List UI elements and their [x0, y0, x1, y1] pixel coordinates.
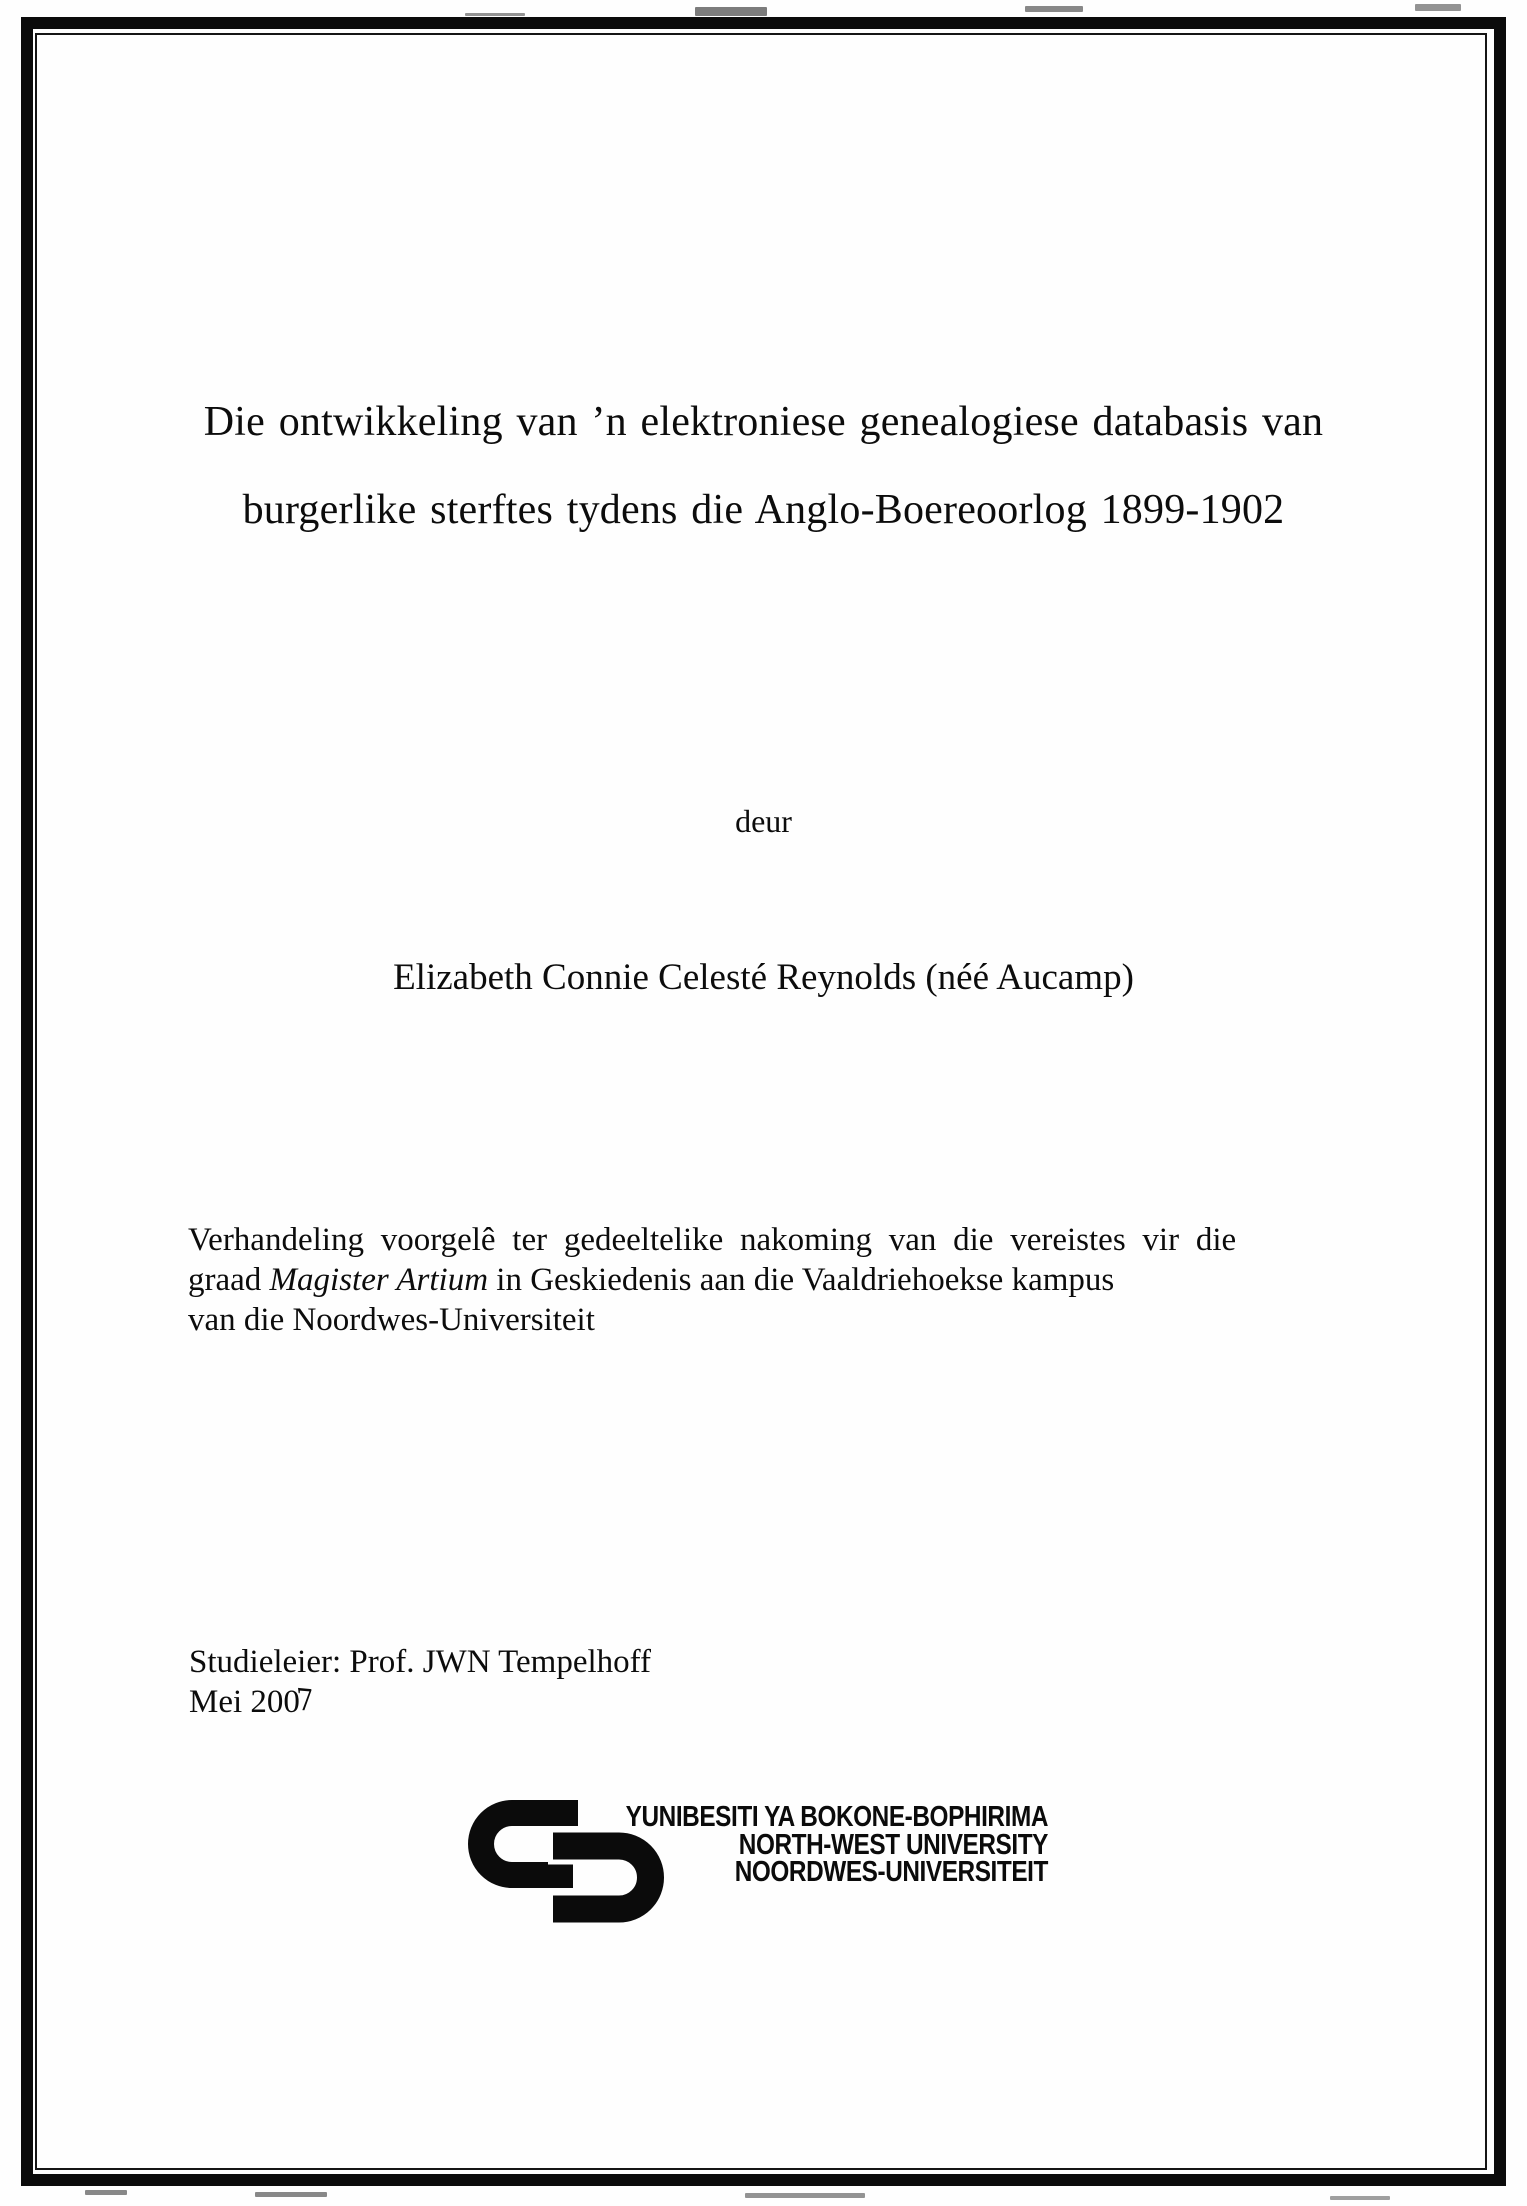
scan-artifact: [255, 2192, 327, 2197]
byline: deur: [735, 803, 792, 839]
date-line: [189, 1682, 651, 1722]
scan-artifact: [465, 13, 525, 16]
degree-name-italic: Magister Artium: [269, 1262, 489, 1298]
thesis-title: [90, 378, 1437, 554]
statement-line-2: [188, 1260, 1358, 1300]
author-name: Elizabeth Connie Celesté Reynolds (néé Aucamp): [393, 957, 1134, 998]
logo-wordmark: [527, 1801, 1048, 1888]
thesis-statement: [188, 1220, 1358, 1340]
scan-artifact: [1330, 2196, 1390, 2200]
scan-artifact: [1415, 4, 1461, 11]
scan-artifact: [745, 2193, 865, 2198]
statement-line-1: Verhandeling voorgelê ter gedeeltelike nakoming van die vereistes vir die: [188, 1222, 1237, 1258]
scan-artifact: [695, 7, 767, 16]
statement-line-3: van die Noordwes-Universiteit: [188, 1302, 595, 1338]
scan-artifact: [1025, 6, 1083, 12]
logo-line-english: NORTH-WEST UNIVERSITY: [738, 1828, 1048, 1861]
supervisor-block: [189, 1642, 651, 1722]
date-last-digit: 7: [295, 1681, 316, 1720]
date-prefix: Mei 200: [189, 1684, 300, 1720]
statement-line-2-pre: graad: [188, 1262, 270, 1298]
statement-line-2-post: in Geskiedenis aan die Vaaldriehoekse kampus: [488, 1262, 1115, 1298]
scan-artifact: [85, 2190, 127, 2195]
supervisor-line: Studieleier: Prof. JWN Tempelhoff: [189, 1644, 652, 1680]
logo-line-afrikaans: NOORDWES-UNIVERSITEIT: [734, 1856, 1048, 1888]
thesis-title-line2: burgerlike sterftes tydens die Anglo-Boereoorlog 1899-1902: [242, 487, 1285, 533]
thesis-title-line1: Die ontwikkeling van ’n elektroniese genealogiese databasis van: [203, 399, 1324, 445]
logo-line-setswana: YUNIBESITI YA BOKONE-BOPHIRIMA: [625, 1801, 1048, 1833]
